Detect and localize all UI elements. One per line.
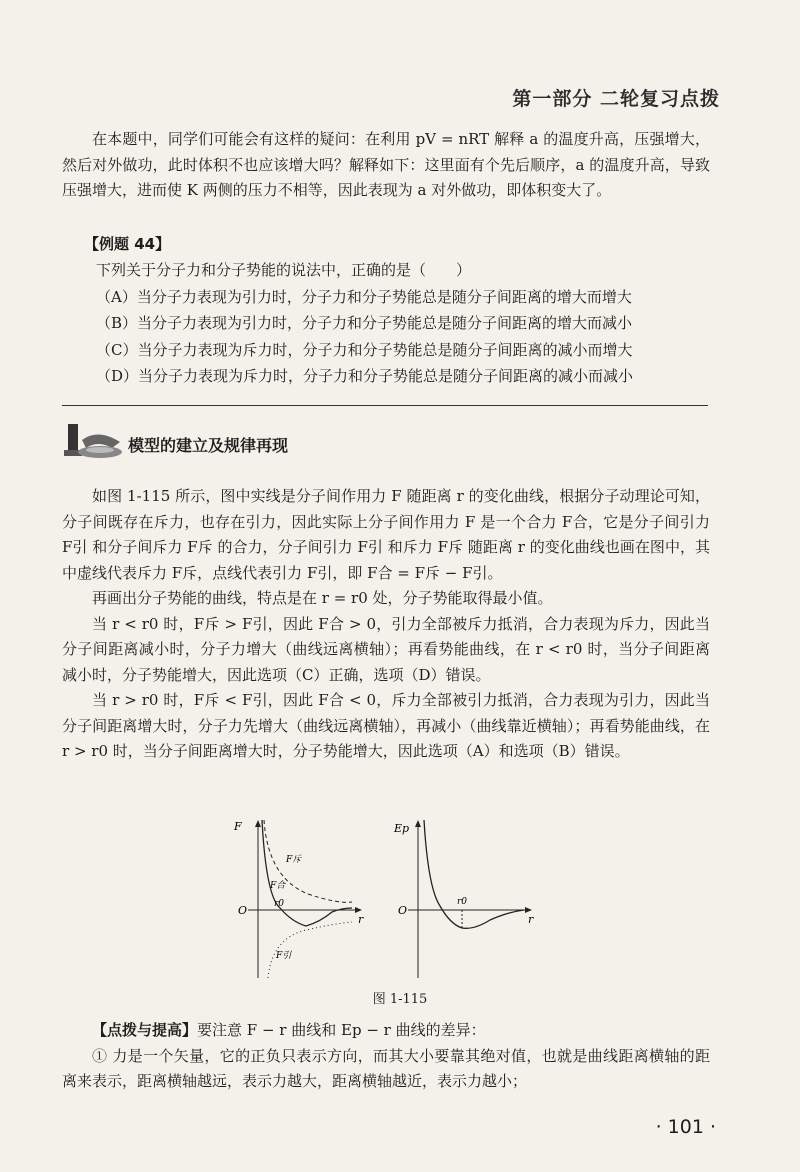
- option-b: （B）当分子力表现为引力时，分子力和分子势能总是随分子间距离的增大而减小: [96, 314, 633, 332]
- left-y-label: F: [234, 820, 242, 833]
- label-repulsion: F斥: [286, 855, 302, 865]
- figure-graphs: [228, 818, 558, 988]
- option-a: （A）当分子力表现为引力时，分子力和分子势能总是随分子间距离的增大而增大: [96, 287, 632, 306]
- left-r0-label: r0: [274, 899, 285, 909]
- tip-block: [62, 1018, 710, 1095]
- page-number: · 101 ·: [655, 1116, 716, 1138]
- example-title: 【例题 44】: [84, 235, 171, 253]
- right-r0-label: r0: [457, 897, 468, 907]
- model-heading-text: 模型的建立及规律再现: [128, 436, 289, 455]
- right-x-label: r: [528, 913, 534, 926]
- label-attraction: F引: [276, 951, 292, 961]
- model-heading: [64, 420, 364, 470]
- option-c: （C）当分子力表现为斥力时，分子力和分子势能总是随分子间距离的减小而增大: [96, 340, 633, 359]
- explanation-paragraph-2: 再画出分子势能的曲线，特点是在 r = r0 处，分子势能取得最小值。: [92, 589, 553, 607]
- right-y-label: Ep: [394, 822, 410, 835]
- attraction-curve: [268, 922, 352, 978]
- right-origin: O: [398, 904, 408, 917]
- section-divider: [62, 405, 708, 406]
- figure-caption: 图 1-115: [372, 992, 428, 1007]
- tip-text: 要注意 F − r 曲线和 Ep − r 曲线的差异：: [197, 1021, 486, 1039]
- left-origin: O: [238, 904, 248, 917]
- trophy-icon: [64, 420, 128, 464]
- left-x-label: r: [358, 913, 364, 926]
- explanation-paragraph-4: 当 r > r0 时，F斥 < F引，因此 F合 < 0，斥力全部被引力抵消，合力表现为引力，因此当分子间距离增大时，分子力先增大（曲线远离横轴），再减小（曲线靠近横轴）；再看势能曲线，在 r > r0 时，当分子间距离增大时，分子势能增大，因此选项（A）和选项（B）错误。: [62, 691, 710, 760]
- section-header: 第一部分 二轮复习点拨: [512, 88, 720, 110]
- tip-title: 【点拨与提高】: [92, 1021, 198, 1039]
- option-d: （D）当分子力表现为斥力时，分子力和分子势能总是随分子间距离的减小而减小: [96, 367, 634, 385]
- explanation-paragraph-1: 如图 1-115 所示，图中实线是分子间作用力 F 随距离 r 的变化曲线，根据分子动理论可知，分子间既存在斥力，也存在引力，因此实际上分子间作用力 F 是一个合力 F合，它是分子间引力 F引 和分子间斥力 F斥 的合力，分子间引力 F引 和斥力 F斥 随距离 r 的变化曲线也画在图中，其中虚线代表斥力 F斥，点线代表引力 F引，即 F合 = F斥 − F引。: [62, 487, 710, 582]
- explanation-block: [62, 484, 710, 765]
- example-block: [62, 231, 710, 390]
- example-question: 下列关于分子力和分子势能的说法中，正确的是（ ）: [96, 261, 472, 279]
- explanation-paragraph-3: 当 r < r0 时，F斥 > F引，因此 F合 > 0，引力全部被斥力抵消，合力表现为斥力，因此当分子间距离减小时，分子力增大（曲线远离横轴）；再看势能曲线，在 r < r0 时，当分子间距离减小时，分子势能增大，因此选项（C）正确，选项（D）错误。: [62, 614, 710, 684]
- tip-item-1: ① 力是一个矢量，它的正负只表示方向，而其大小要靠其绝对值，也就是曲线距离横轴的距离来表示，距离横轴越远，表示力越大，距离横轴越近，表示力越小；: [62, 1046, 710, 1090]
- intro-paragraph: 在本题中，同学们可能会有这样的疑问：在利用 pV = nRT 解释 a 的温度升高，压强增大，然后对外做功，此时体积不也应该增大吗？解释如下：这里面有个先后顺序，a 的温度升高，导致压强增大，进而使 K 两侧的压力不相等，因此表现为 a 对外做功，即体积变大了。: [62, 130, 710, 199]
- label-net: F合: [270, 881, 286, 891]
- potential-curve: [424, 820, 524, 928]
- intro-block: [62, 127, 710, 204]
